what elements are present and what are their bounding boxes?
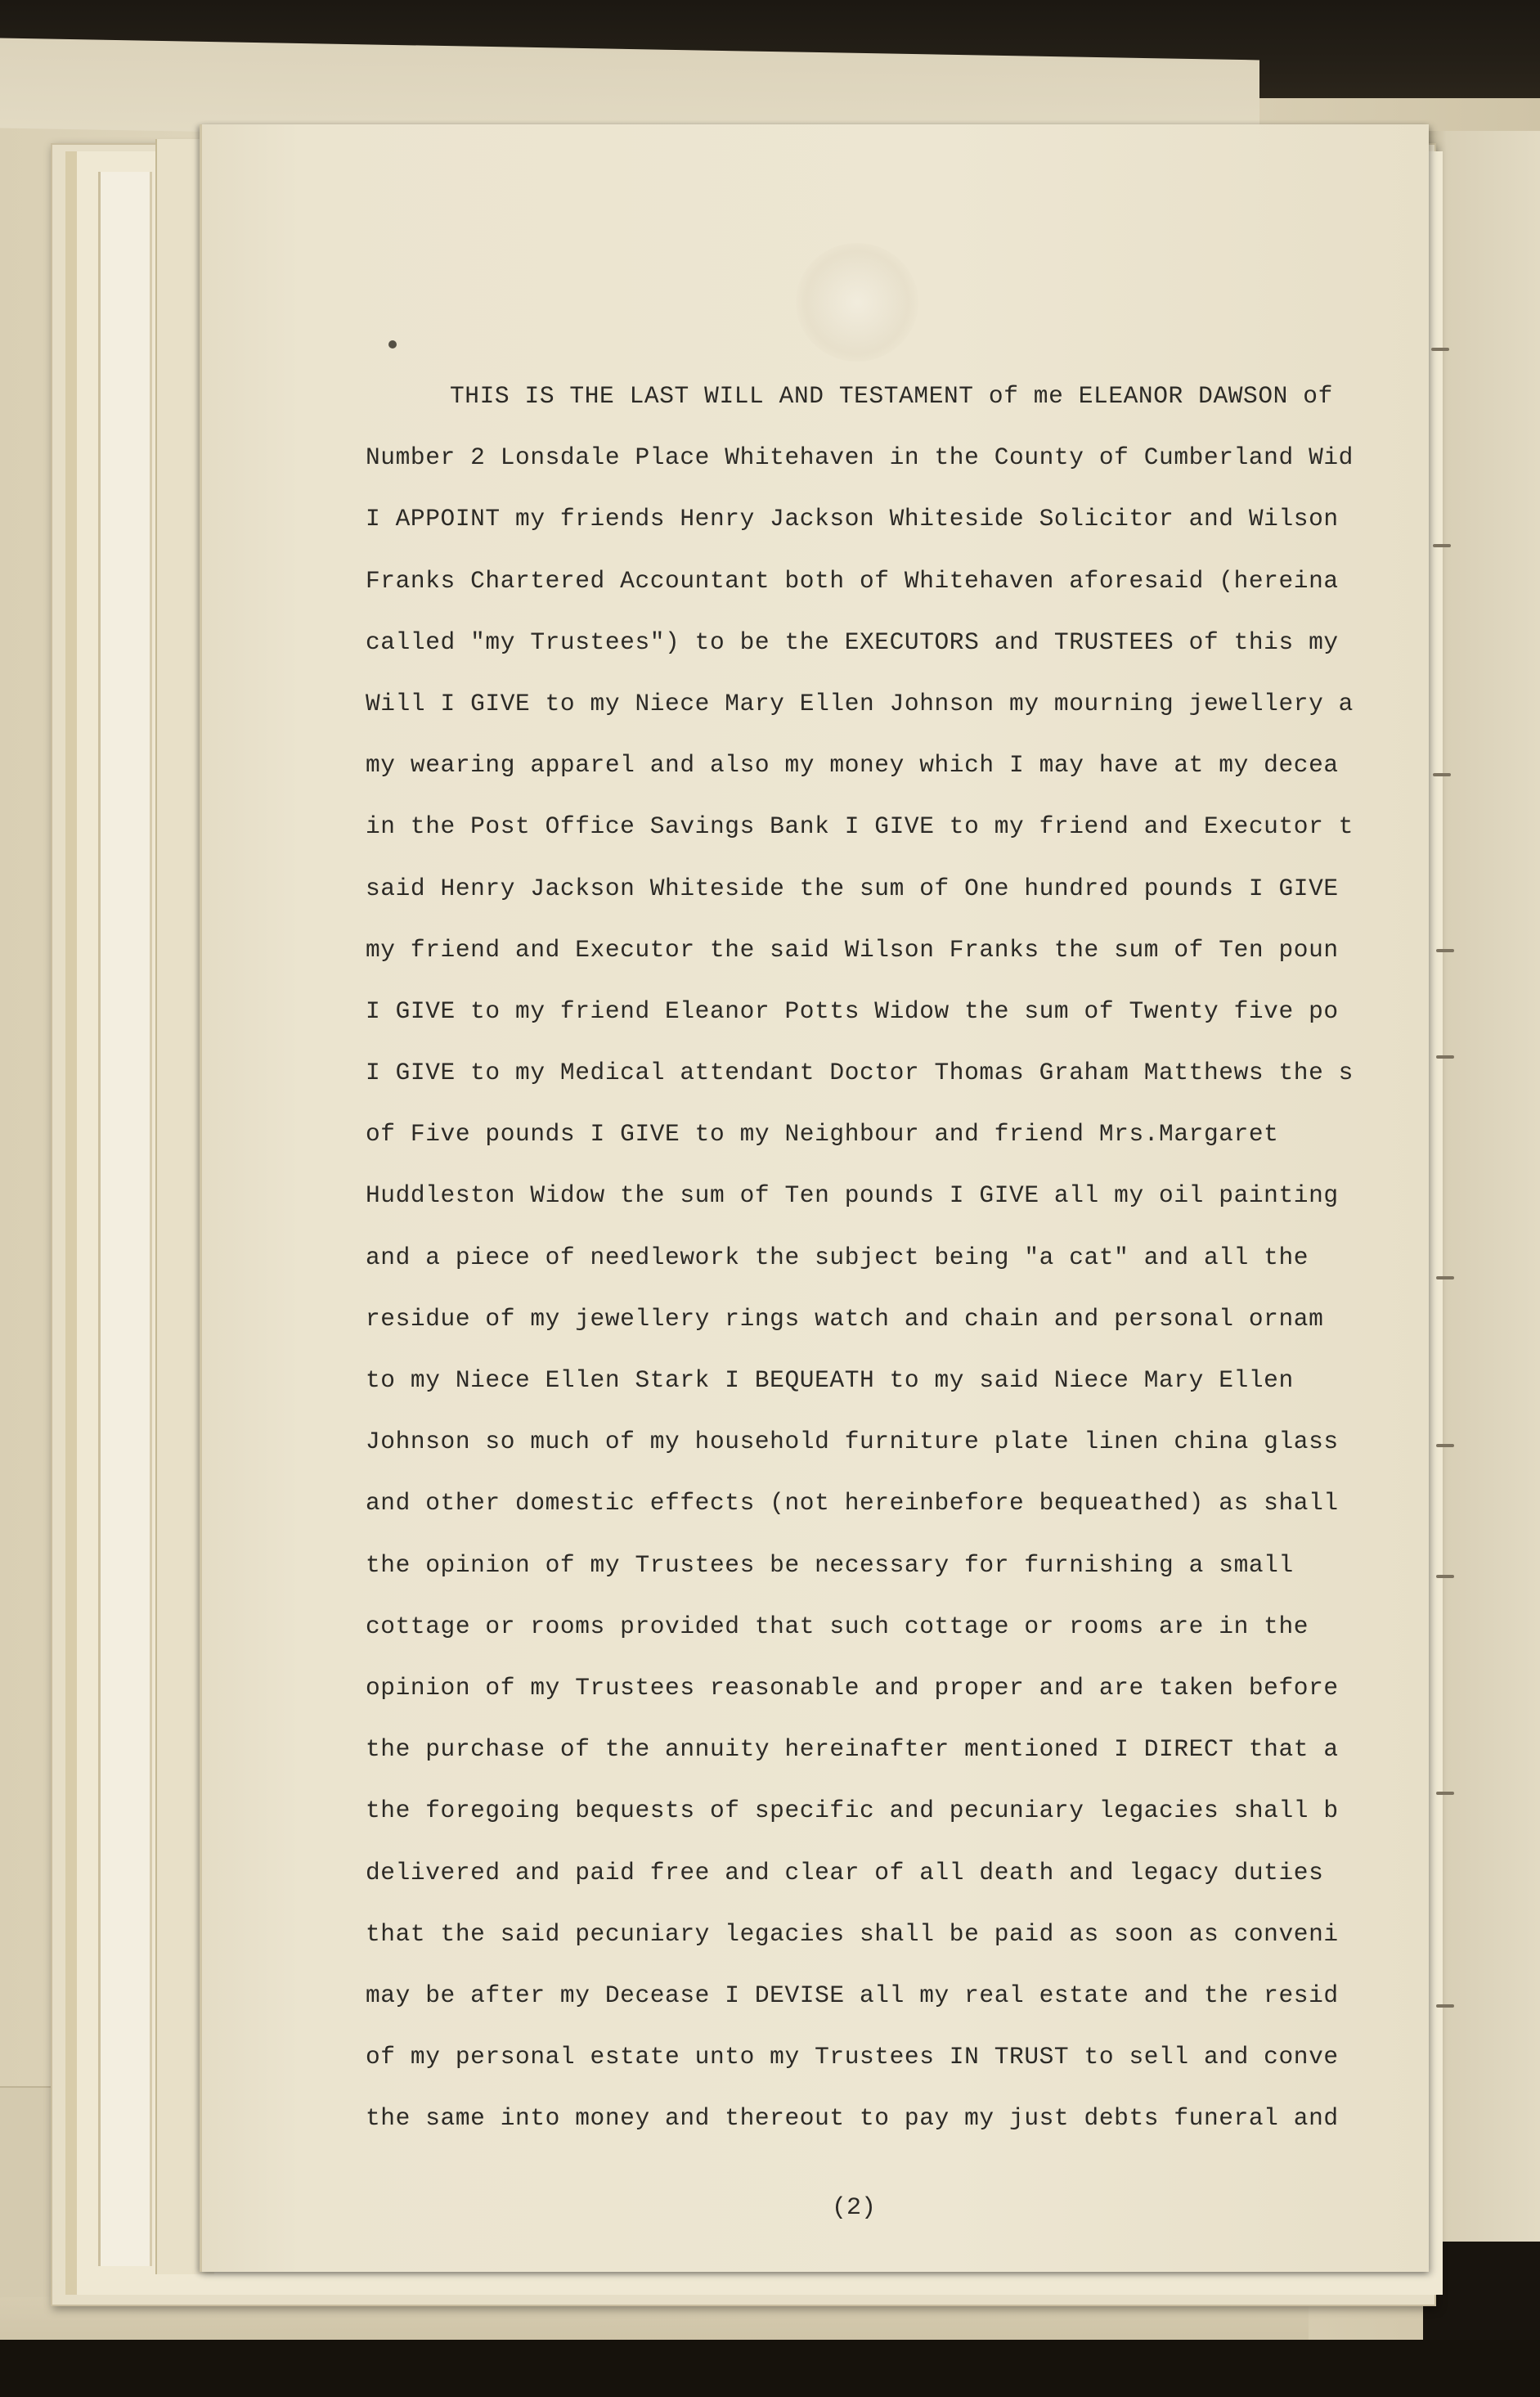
text-line: may be after my Decease I DEVISE all my real estate and the resid (366, 1981, 1339, 2009)
text-line: I GIVE to my friend Eleanor Potts Widow the sum of Twenty five po (366, 996, 1339, 1025)
document-page (200, 124, 1429, 2272)
page-number: (2) (832, 2194, 877, 2222)
embossed-seal (796, 243, 918, 362)
text-line: the same into money and thereout to pay my just debts funeral and (366, 2104, 1339, 2133)
text-line: delivered and paid free and clear of all death and legacy duties (366, 1858, 1324, 1887)
text-line: and a piece of needlework the subject being "a cat" and all the (366, 1243, 1309, 1271)
text-line: the opinion of my Trustees be necessary for furnishing a small (366, 1550, 1294, 1579)
background-bottom (0, 2340, 1540, 2397)
binding-tack (1436, 1575, 1454, 1578)
text-line: Number 2 Lonsdale Place Whitehaven in the County of Cumberland Wid (366, 443, 1354, 472)
text-line: called "my Trustees") to be the EXECUTORS and TRUSTEES of this my (366, 627, 1339, 656)
text-line: of Five pounds I GIVE to my Neighbour and friend Mrs.Margaret (366, 1120, 1279, 1149)
text-line: Will I GIVE to my Niece Mary Ellen Johnson my mourning jewellery a (366, 689, 1354, 717)
text-line: THIS IS THE LAST WILL AND TESTAMENT of me ELEANOR DAWSON of (450, 382, 1333, 410)
text-line: Franks Chartered Accountant both of Whitehaven aforesaid (hereina (366, 566, 1339, 595)
text-line: my wearing apparel and also my money which I may have at my decea (366, 751, 1339, 780)
binding-tack (1433, 773, 1451, 776)
text-line: Johnson so much of my household furniture plate linen china glass (366, 1428, 1339, 1456)
binding-tack (1436, 2004, 1454, 2008)
text-line: opinion of my Trustees reasonable and proper and are taken before (366, 1673, 1339, 1702)
binding-tack (1433, 544, 1451, 547)
text-line: I GIVE to my Medical attendant Doctor Thomas Graham Matthews the s (366, 1059, 1354, 1087)
text-line: to my Niece Ellen Stark I BEQUEATH to my said Niece Mary Ellen (366, 1366, 1294, 1394)
binding-tack (1436, 949, 1454, 952)
text-line: I APPOINT my friends Henry Jackson Whiteside Solicitor and Wilson (366, 505, 1339, 533)
ink-dot (388, 340, 397, 349)
text-line: that the said pecuniary legacies shall be paid as soon as conveni (366, 1919, 1339, 1948)
binding-tack (1436, 1444, 1454, 1447)
page-stack-edge (98, 172, 152, 2266)
text-line: my friend and Executor the said Wilson Franks the sum of Ten poun (366, 935, 1339, 964)
text-line: and other domestic effects (not hereinbefore bequeathed) as shall (366, 1489, 1339, 1518)
binding-tack (1436, 1055, 1454, 1059)
binding-tack (1431, 348, 1449, 351)
text-line: the purchase of the annuity hereinafter mentioned I DIRECT that a (366, 1735, 1339, 1764)
binding-tack (1436, 1276, 1454, 1279)
will-text (366, 366, 1429, 2149)
text-line: in the Post Office Savings Bank I GIVE to my friend and Executor t (366, 812, 1354, 841)
text-line: cottage or rooms provided that such cottage or rooms are in the (366, 1612, 1309, 1640)
text-line: Huddleston Widow the sum of Ten pounds I GIVE all my oil painting (366, 1181, 1339, 1210)
binding-tack (1436, 1792, 1454, 1795)
text-line: the foregoing bequests of specific and pecuniary legacies shall b (366, 1797, 1339, 1825)
text-line: residue of my jewellery rings watch and chain and personal ornam (366, 1304, 1324, 1333)
text-line: of my personal estate unto my Trustees IN TRUST to sell and conve (366, 2043, 1339, 2071)
text-line: said Henry Jackson Whiteside the sum of One hundred pounds I GIVE (366, 874, 1339, 902)
